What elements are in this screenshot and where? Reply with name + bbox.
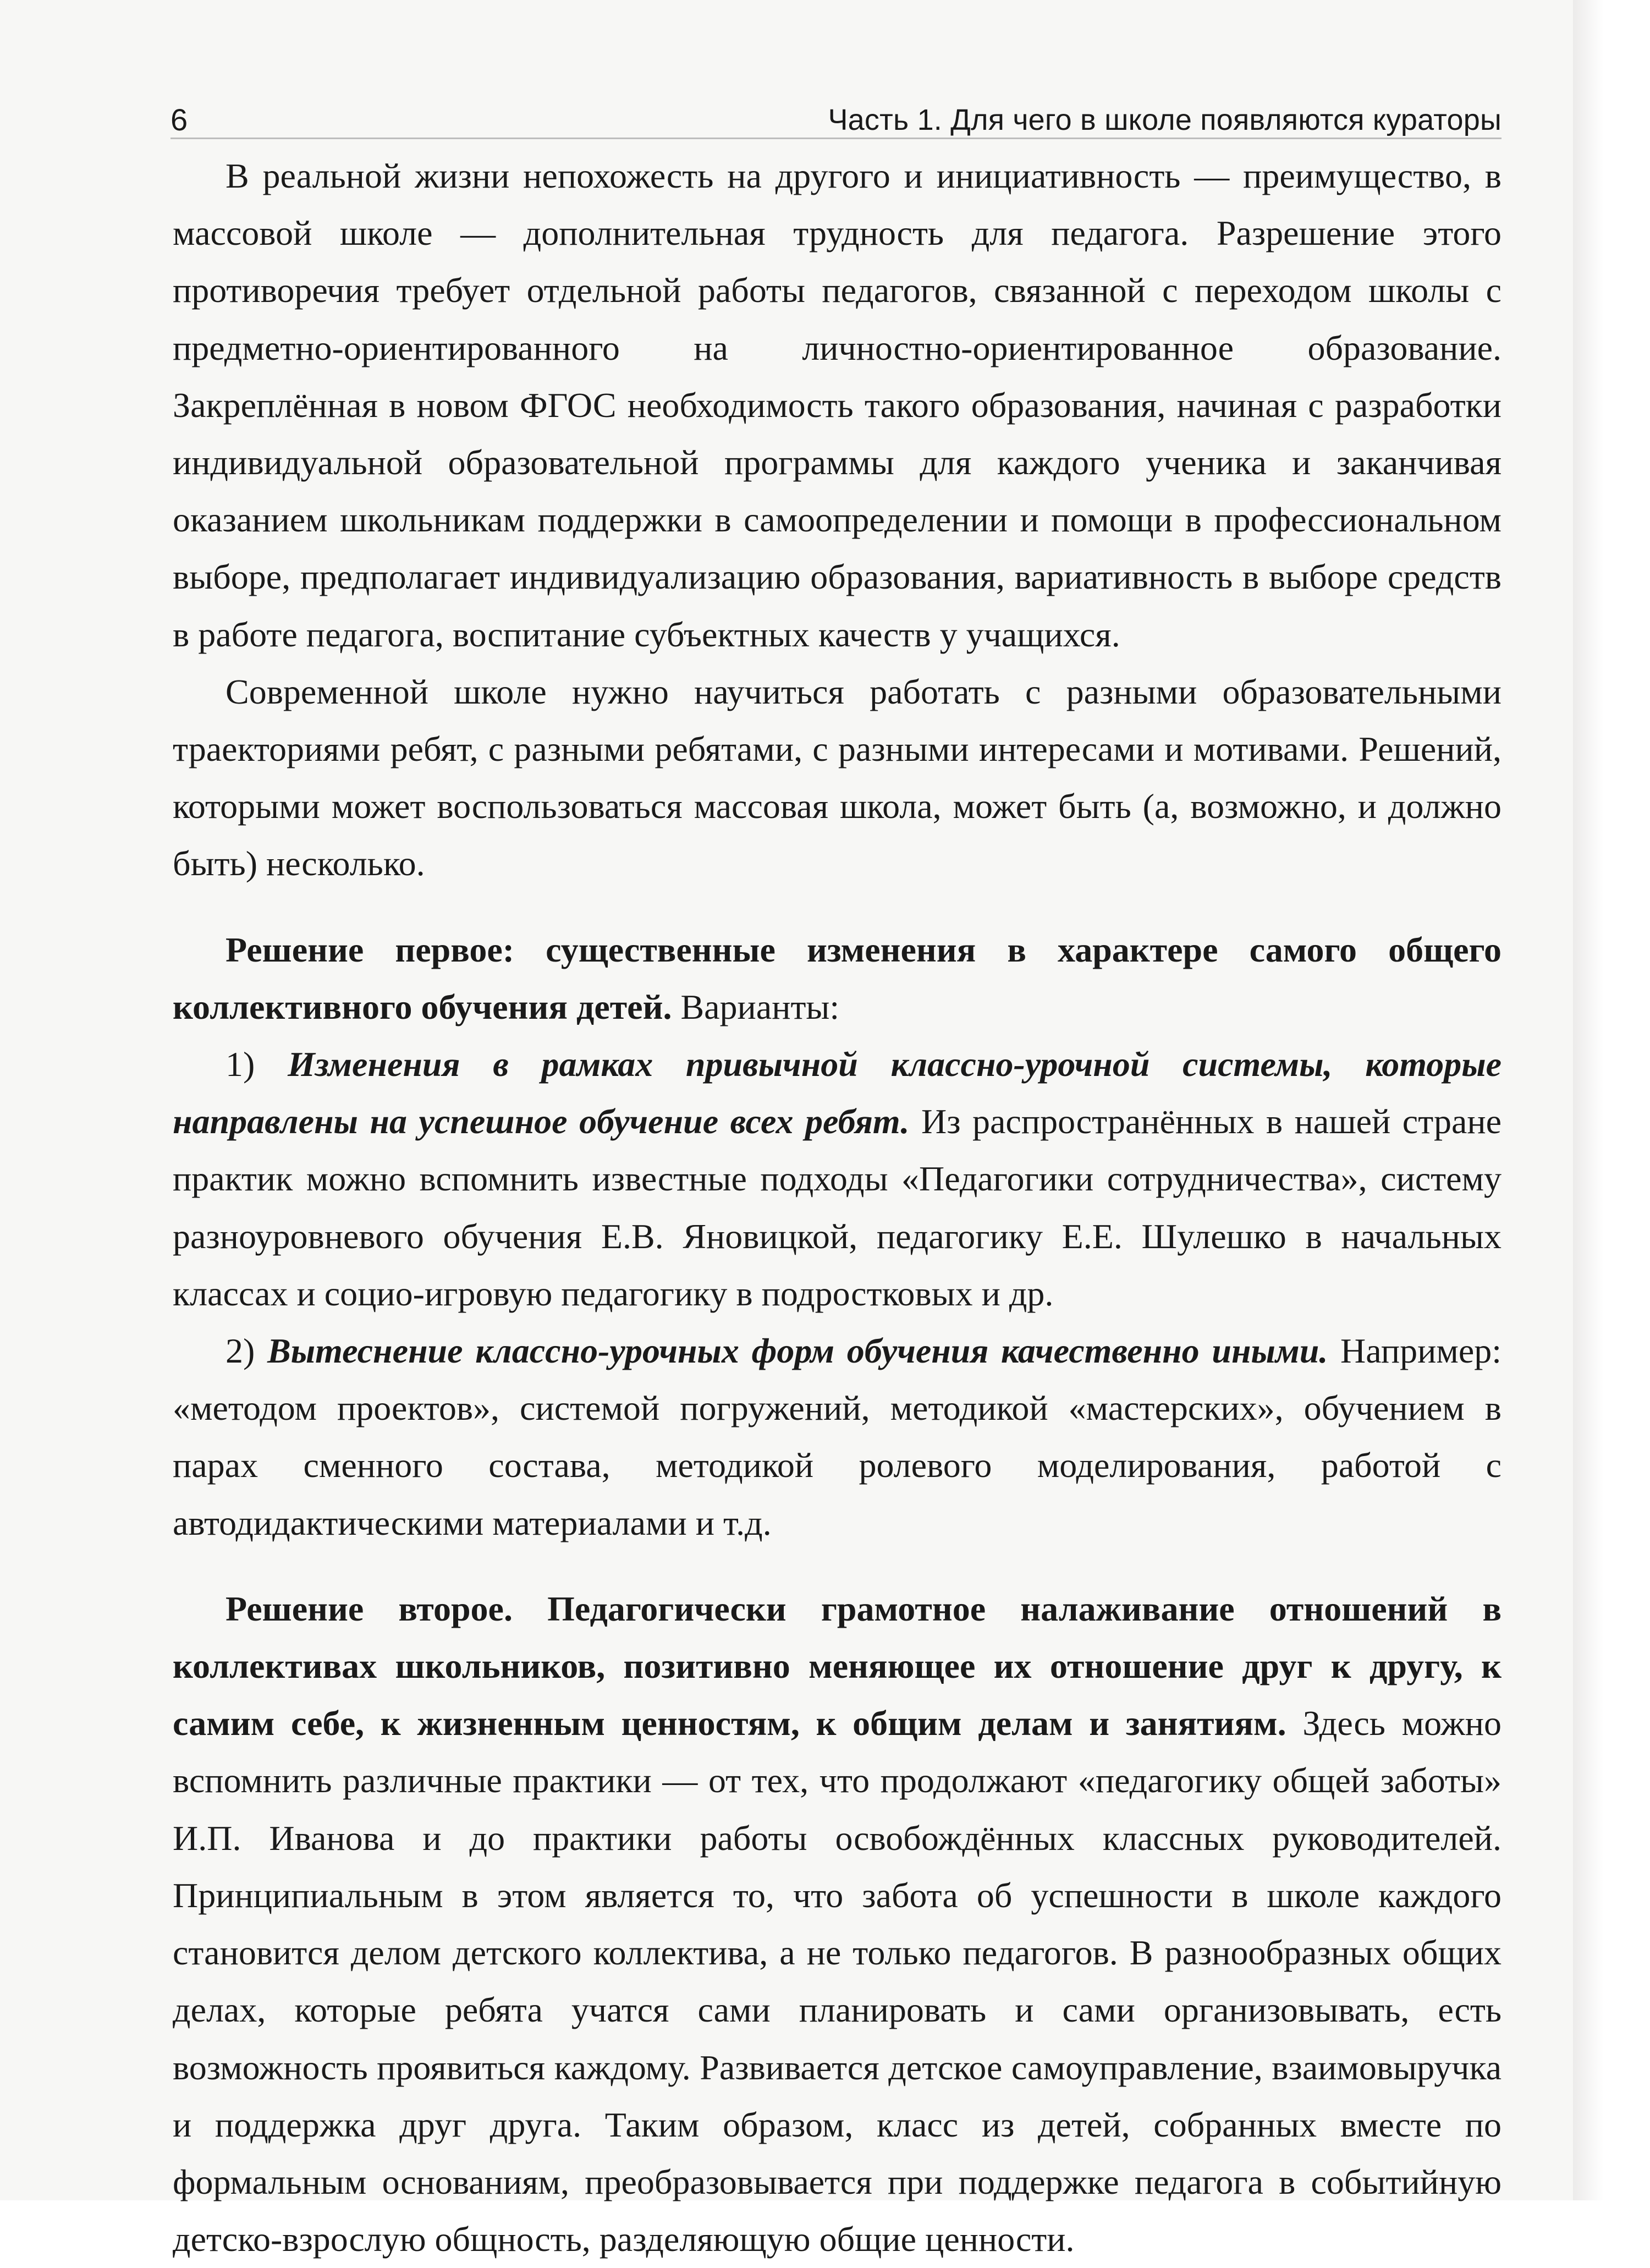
variant-1-heading: Изменения в рамках привычной классно-урочной системы, которые направлены на успешное обучение всех ребят. [173,1045,1502,1141]
solution-2-heading: Решение второе. Педагогически грамотное налаживание отношений в коллективах школьников, позитивно меняющее их отношение друг к другу, к самим себе, к жизненным ценностям, к общим делам и занятиям. [173,1589,1502,1743]
solution-1-paragraph [173,921,1502,1036]
header-rule [170,138,1502,139]
running-title: Часть 1. Для чего в школе появляются кураторы [828,103,1502,136]
variant-2-heading: Вытеснение классно-урочных форм обучения качественно иными. [267,1331,1328,1371]
page-header [170,98,1502,147]
solution-2-paragraph [173,1580,1502,2268]
paragraph-2: Современной школе нужно научиться работать с разными образовательными траекториями ребят, с разными ребятами, с разными интересами и мотивами. Решений, которыми может воспользоваться массовая школа, может быть (а, возможно, и должно быть) несколько. [173,672,1502,883]
paragraph-gap [173,893,1502,921]
page-edge [1573,0,1650,2200]
paragraph-1: В реальной жизни непохожесть на другого и инициативность — преимущество, в массовой школе — дополнительная трудность для педагога. Разрешение этого противоречия требует отдельной работы педагогов, связанной с переходом школы с предметно-ориентированного на личностно-ориентированное образование. Закреплённая в новом ФГОС необходимость такого образования, начиная с разработки индивидуальной образовательной программы для каждого ученика и заканчивая оказанием школьникам поддержки в самоопределении и помощи в профессиональном выборе, предполагает индивидуализацию образования, вариативность в выборе средств в работе педагога, воспитание субъектных качеств у учащихся. [173,156,1502,654]
variant-2-number: 2) [226,1331,268,1371]
paragraph-gap [173,1552,1502,1580]
variant-1-number: 1) [226,1045,288,1084]
body-text [173,147,1502,2268]
page-number: 6 [170,102,188,137]
solution-1-text: Варианты: [672,987,840,1026]
variant-2-text: Например: «методом проектов», системой погружений, методикой «мастерских», обучением в парах сменного состава, методикой ролевого моделирования, работой с автодидактическими материалами и т.д. [173,1331,1502,1542]
solution-2-text: Здесь можно вспомнить различные практики — от тех, что продолжают «педагогику общей заботы» И.П. Иванова и до практики работы освобождённых классных руководителей. Принципиальным в этом является то, что забота об успешности в школе каждого становится делом детского коллектива, а не только педагогов. В разнообразных общих делах, которые ребята учатся сами планировать и сами организовывать, есть возможность проявиться каждому. Развивается детское самоуправление, взаимовыручка и поддержка друг друга. Таким образом, класс из детей, собранных вместе по формальным основаниям, преобразовывается при поддержке педагога в событийную детско-взрослую общность, разделяющую общие ценности. [173,1704,1502,2259]
variant-1-paragraph [173,1036,1502,1322]
variant-2-paragraph [173,1322,1502,1552]
variant-1-text: Из распространённых в нашей стране практик можно вспомнить известные подходы «Педагогики сотрудничества», систему разноуровневого обучения Е.В. Яновицкой, педагогику Е.Е. Шулешко в начальных классах и социо-игровую педагогику в подростковых и др. [173,1102,1502,1313]
solution-1-heading: Решение первое: существенные изменения в характере самого общего коллективного обучения детей. [173,930,1502,1026]
